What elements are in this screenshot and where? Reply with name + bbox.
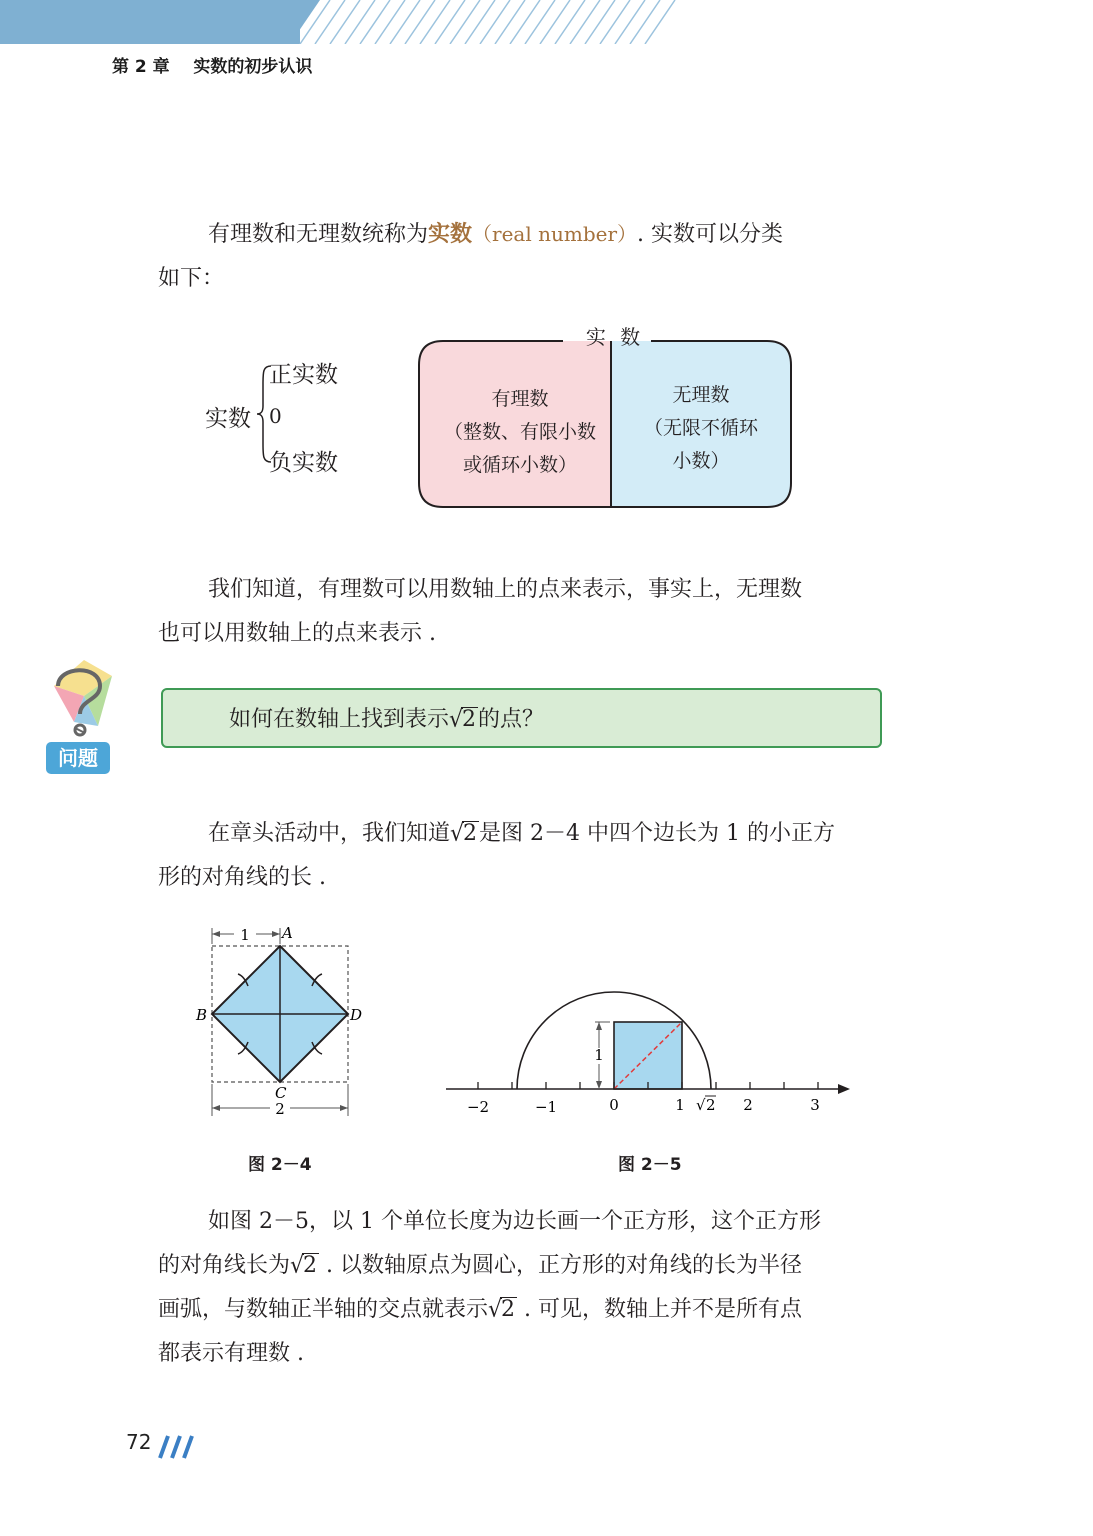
- brace-positive: 正实数: [269, 362, 338, 388]
- brace-negative: 负实数: [269, 450, 338, 476]
- real-number-diagram: [415, 325, 795, 510]
- figure-2-5: [440, 980, 860, 1120]
- caption-figure-2-4: 图 2－4: [248, 1155, 312, 1175]
- vertex-b: B: [196, 1006, 208, 1024]
- caption-figure-2-5: 图 2－5: [618, 1155, 682, 1175]
- rational-title: 有理数: [491, 388, 549, 410]
- para3-radicand: 2: [463, 821, 478, 846]
- irrational-label: [613, 379, 789, 478]
- paragraph-construction: 如图 2－5，以 1 个单位长度为边长画一个正方形，这个正方形 的对角线长为√2 . 以数轴原点为圆心，正方形的对角线的长为半径 画弧，与数轴正半轴的交点就表示√2 . 可见，数轴上并不是所有点 都表示有理数 .: [158, 1209, 821, 1366]
- para4-line1: 如图 2－5，以 1 个单位长度为边长画一个正方形，这个正方形: [208, 1209, 821, 1234]
- paragraph-number-line: [158, 568, 893, 656]
- vertex-d: D: [350, 1006, 363, 1024]
- tick-label-0: 0: [609, 1096, 619, 1114]
- para4-line3a: 画弧，与数轴正半轴的交点就表示: [158, 1297, 489, 1322]
- page-number-slashes-icon: [158, 1434, 198, 1460]
- vertex-c: C: [275, 1084, 287, 1102]
- rational-desc-2: 或循环小数）: [462, 454, 577, 476]
- header-band: [0, 0, 1093, 44]
- tick-label-1: 1: [675, 1096, 685, 1114]
- para4-line2a: 的对角线长为: [158, 1253, 291, 1278]
- para4-line3-radicand: 2: [501, 1297, 516, 1322]
- tick-label-neg1: −1: [534, 1098, 558, 1116]
- vertex-a: A: [282, 924, 293, 942]
- question-before: 如何在数轴上找到表示: [229, 707, 450, 732]
- tick-label-2: 2: [743, 1096, 753, 1114]
- para3-part2: 是图 2－4 中四个边长为 1 的小正方: [479, 821, 836, 846]
- diagram-title: 实 数: [585, 325, 645, 349]
- brace-root: 实数: [205, 406, 251, 432]
- svg-text:√: √: [696, 1096, 706, 1114]
- para2-line1: 我们知道，有理数可以用数轴上的点来表示，事实上，无理数: [208, 577, 803, 602]
- fig24-top-dim: 1: [240, 926, 250, 944]
- rational-desc-1: （整数、有限小数: [443, 421, 596, 443]
- para4-line4: 都表示有理数 .: [158, 1341, 304, 1366]
- question-box: [161, 688, 882, 748]
- para4-line2b: . 以数轴原点为圆心，正方形的对角线的长为半径: [319, 1253, 803, 1278]
- rational-label: [425, 383, 615, 482]
- fig25-side-label: 1: [594, 1046, 604, 1064]
- question-badge: 问题: [46, 742, 110, 774]
- para3-line2: 形的对角线的长 .: [158, 865, 326, 890]
- page-number: 72: [126, 1430, 152, 1454]
- tick-label-neg2: −2: [466, 1098, 490, 1116]
- question-after: 的点？: [478, 707, 545, 732]
- irrational-title: 无理数: [672, 384, 730, 406]
- question-radicand: 2: [462, 707, 477, 732]
- sqrt2-tick-label: 2: [706, 1096, 716, 1114]
- paragraph-diagonal: 在章头活动中，我们知道√2是图 2－4 中四个边长为 1 的小正方 形的对角线的长 .: [158, 820, 836, 890]
- irrational-desc-1: （无限不循环: [643, 417, 758, 439]
- classification-brace: [205, 354, 365, 474]
- para1-line2: 如下：: [158, 266, 225, 291]
- irrational-desc-2: 小数）: [672, 450, 730, 472]
- para2-line2: 也可以用数轴上的点来表示 .: [158, 621, 436, 646]
- figure-2-4: [190, 920, 380, 1120]
- term-real-number: 实数: [428, 221, 473, 247]
- para4-line3b: . 可见，数轴上并不是所有点: [517, 1297, 803, 1322]
- para4-line2-radicand: 2: [303, 1253, 318, 1278]
- chapter-title: 第 2 章 实数的初步认识: [112, 57, 313, 77]
- paragraph-real-numbers: [158, 212, 893, 301]
- question-text: 如何在数轴上找到表示√2的点？: [229, 706, 545, 733]
- question-mark-icon: [44, 656, 114, 742]
- para1-rest: . 实数可以分类: [637, 222, 784, 247]
- para1-lead: 有理数和无理数统称为: [208, 222, 429, 247]
- fig24-bottom-dim: 2: [275, 1100, 285, 1118]
- brace-zero: 0: [269, 404, 282, 428]
- term-english: （real number）: [472, 222, 638, 246]
- tick-label-3: 3: [810, 1096, 820, 1114]
- para3-part1: 在章头活动中，我们知道: [208, 821, 451, 846]
